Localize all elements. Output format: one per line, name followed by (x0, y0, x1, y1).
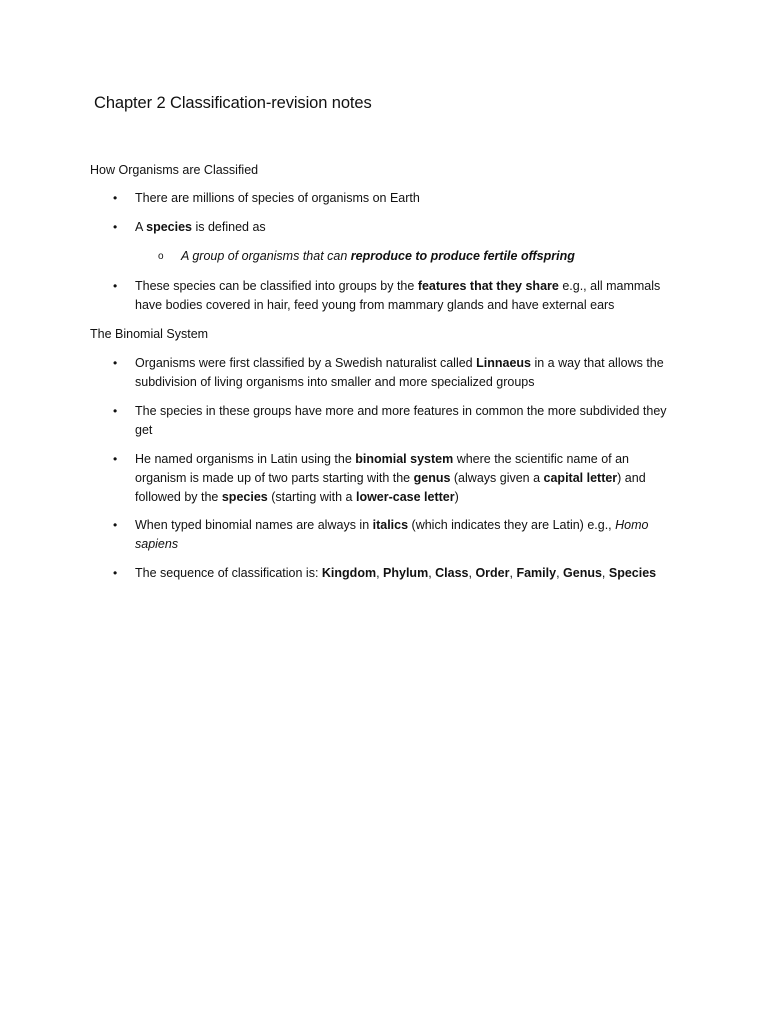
bullet-marker: • (113, 452, 118, 466)
bullet-marker: • (113, 191, 118, 205)
list-item: There are millions of species of organisms on Earth (135, 191, 420, 205)
section-heading-classified: How Organisms are Classified (90, 163, 259, 177)
bullet-marker: • (113, 356, 118, 370)
page-title: Chapter 2 Classification-revision notes (94, 94, 372, 112)
list-item: A species is defined as (135, 220, 266, 234)
list-item: These species can be classified into groups by the features that they share e.g., all mammals have bodies covered in hair, feed young from mammary glands and have external ears (135, 279, 661, 312)
list-item: He named organisms in Latin using the binomial system where the scientific name of an organism is made up of two parts starting with the genus (always given a capital letter) and followed by the species (starting with a lower-case letter) (135, 452, 646, 504)
bullet-marker: • (113, 279, 118, 293)
sub-bullet-marker: o (158, 251, 164, 262)
list-item: The sequence of classification is: Kingdom, Phylum, Class, Order, Family, Genus, Species (135, 566, 657, 580)
bullet-marker: • (113, 404, 118, 418)
list-item: When typed binomial names are always in italics (which indicates they are Latin) e.g., Homo sapiens (135, 518, 649, 551)
bullet-marker: • (113, 566, 118, 580)
list-item: The species in these groups have more and more features in common the more subdivided they get (135, 404, 667, 437)
section-heading-binomial: The Binomial System (90, 327, 209, 341)
bullet-marker: • (113, 220, 118, 234)
bullet-marker: • (113, 518, 118, 532)
sub-list-item: A group of organisms that can reproduce to produce fertile offspring (181, 249, 575, 263)
list-item: Organisms were first classified by a Swedish naturalist called Linnaeus in a way that allows the subdivision of living organisms into smaller and more specialized groups (135, 356, 664, 389)
